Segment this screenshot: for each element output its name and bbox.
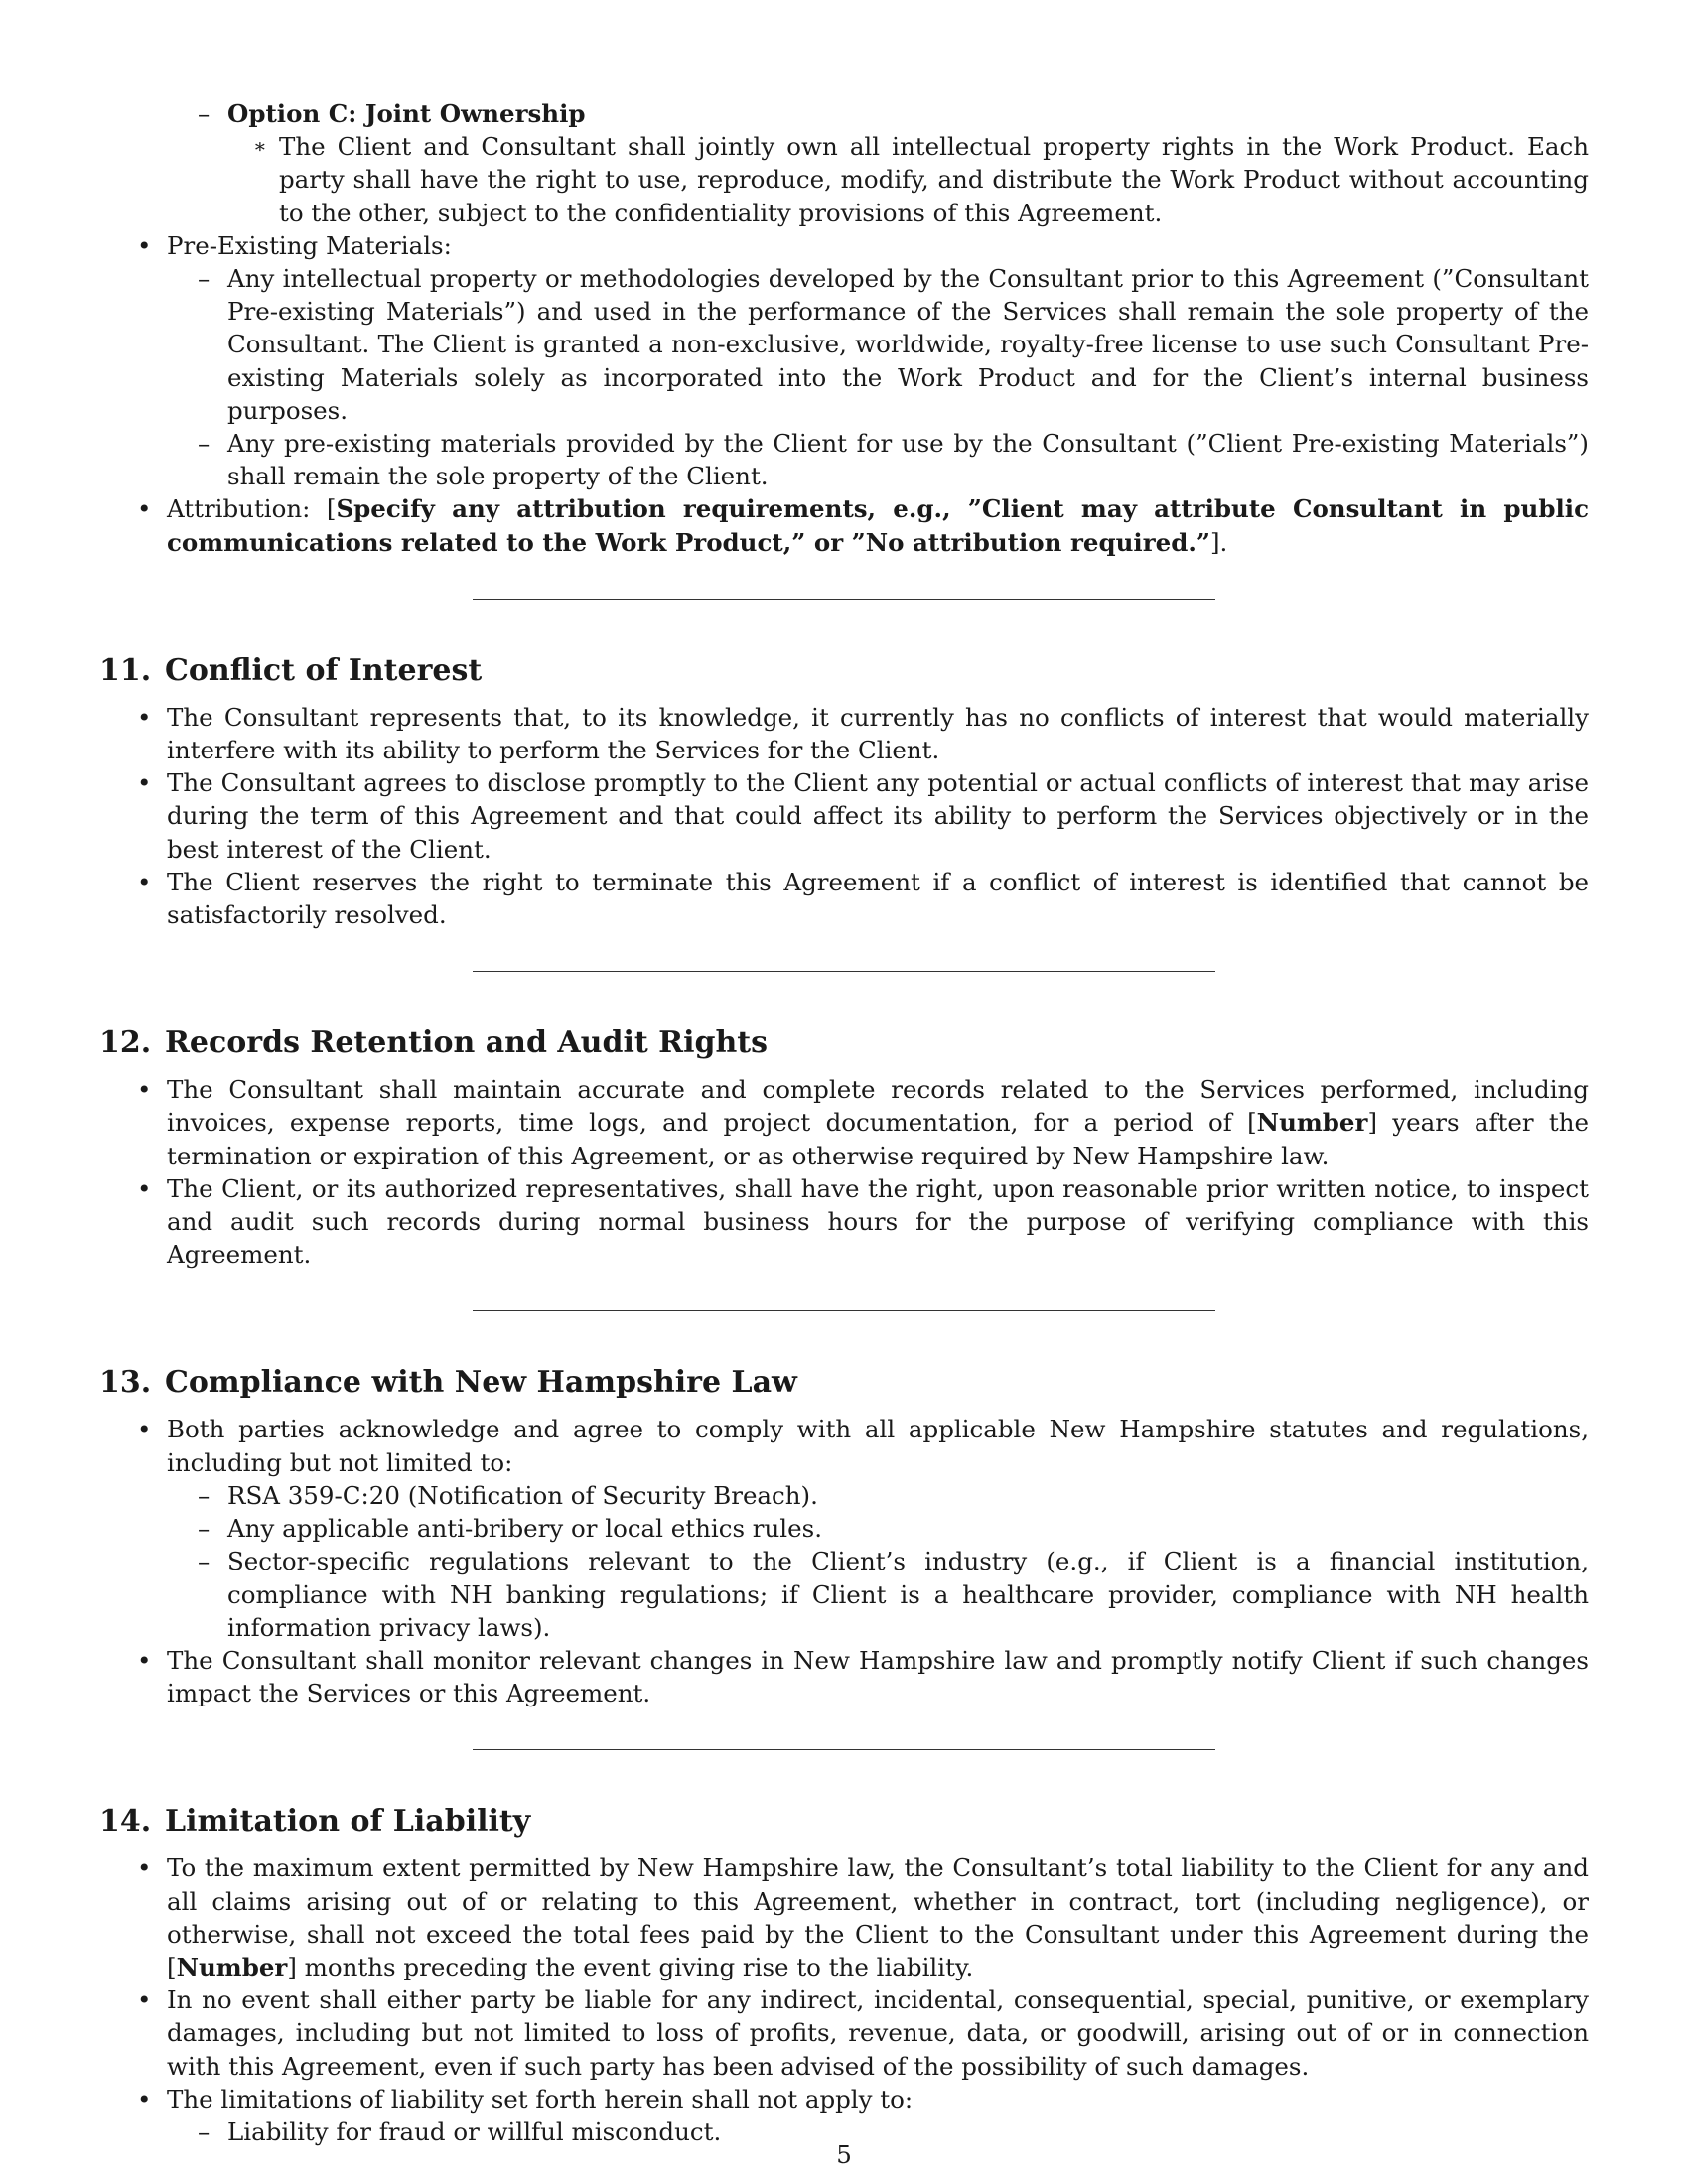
page-number: 5 xyxy=(836,2140,852,2169)
list-item xyxy=(99,1413,1589,1478)
section-divider xyxy=(473,1310,1215,1311)
attribution-open-bracket: [ xyxy=(326,494,337,524)
section-13-title: Compliance with New Hampshire Law xyxy=(165,1365,797,1401)
section-14-subitem-1: Liability for fraud or willful misconduct. xyxy=(227,2116,722,2146)
list-item xyxy=(99,2083,1589,2116)
section-11-heading xyxy=(99,651,1589,691)
section-14-item-1-post: ] months preceding the event giving rise to the liability. xyxy=(287,1952,974,1981)
list-item xyxy=(99,701,1589,766)
option-c-text: The Client and Consultant shall jointly own all intellectual property rights in the Work Product. Each party shall have the right to use, reproduce, modify, and distribute the Work Product without accounting to the other, subject to the confidentiality provisions of this Agreement. xyxy=(279,132,1589,227)
list-item xyxy=(99,1073,1589,1172)
section-14-item-2: In no event shall either party be liable for any indirect, incidental, consequential, special, punitive, or exemplary damages, including but not limited to loss of profits, revenue, data, or goodwill, arising out of or in connection with this Agreement, even if such party has been advised of the possibility of such damages. xyxy=(167,1985,1589,2081)
attribution-close-bracket: ]. xyxy=(1210,527,1228,557)
dash-marker: – xyxy=(198,429,211,459)
list-subitem xyxy=(99,1479,1589,1512)
pre-existing-label: Pre-Existing Materials: xyxy=(167,230,452,260)
section-14-item-1-pre: To the maximum extent permitted by New Hampshire law, the Consultant’s total liability to the Client for any and all claims arising out of or relating to this Agreement, whether in contract, tort (including negligence), or otherwise, shall not exceed the total fees paid by the Client to the Consultant under this Agreement during the [ xyxy=(167,1853,1589,1981)
pre-existing-text-1: Any intellectual property or methodologies developed by the Consultant prior to this Agreement (”Consultant Pre-existing Materials”) and used in the performance of the Services shall remain the sole property of the Consultant. The Client is granted a non-exclusive, worldwide, royalty-free license to use such Consultant Pre-existing Materials solely as incorporated into the Work Product and for the Client’s internal business purposes. xyxy=(227,264,1589,425)
bullet-marker: • xyxy=(137,1173,152,1203)
attribution-label: Attribution: xyxy=(167,494,311,524)
option-c-item xyxy=(99,97,1589,130)
pre-existing-text-2: Any pre-existing materials provided by the Client for use by the Consultant (”Client Pre-existing Materials”) shall remain the sole property of the Client. xyxy=(227,429,1589,491)
section-divider xyxy=(473,599,1215,600)
bullet-marker: • xyxy=(137,1415,152,1444)
list-item xyxy=(99,866,1589,931)
bullet-marker: • xyxy=(137,230,152,260)
pre-existing-subitem xyxy=(99,262,1589,427)
bullet-marker: • xyxy=(137,1075,152,1105)
section-12-item-1-pre: The Consultant shall maintain accurate and complete records related to the Services performed, including invoices, expense reports, time logs, and project documentation, for a period of [ xyxy=(167,1075,1589,1138)
section-13-item-2: The Consultant shall monitor relevant changes in New Hampshire law and promptly notify Client if such changes impact the Services or this Agreement. xyxy=(167,1645,1589,1708)
attribution-placeholder: Specify any attribution requirements, e.g., ”Client may attribute Consultant in public communications related to the Work Product,” or ”No attribution required.” xyxy=(167,494,1589,557)
dash-marker: – xyxy=(198,1480,211,1510)
option-c-heading: Option C: Joint Ownership xyxy=(227,99,586,128)
bullet-marker: • xyxy=(137,494,152,524)
section-11-item-2: The Consultant agrees to disclose promptly to the Client any potential or actual conflicts of interest that may arise during the term of this Agreement and that could affect its ability to perform the Services objectively or in the best interest of the Client. xyxy=(167,768,1589,864)
dash-marker: – xyxy=(198,99,211,128)
option-c-text-item xyxy=(99,130,1589,229)
section-12-item-2: The Client, or its authorized representatives, shall have the right, upon reasonable prior written notice, to inspect and audit such records during normal business hours for the purpose of verifying compliance with this Agreement. xyxy=(167,1173,1589,1270)
dash-marker: – xyxy=(198,1547,211,1576)
section-11-item-3: The Client reserves the right to terminate this Agreement if a conflict of interest is identified that cannot be satisfactorily resolved. xyxy=(167,867,1589,930)
section-13-heading xyxy=(99,1363,1589,1403)
section-11-item-1: The Consultant represents that, to its knowledge, it currently has no conflicts of interest that would materially interfere with its ability to perform the Services for the Client. xyxy=(167,702,1589,765)
asterisk-marker: ∗ xyxy=(253,134,267,159)
dash-marker: – xyxy=(198,2116,211,2146)
list-item xyxy=(99,1983,1589,2083)
section-12-title: Records Retention and Audit Rights xyxy=(165,1025,769,1061)
list-subitem xyxy=(99,1512,1589,1545)
section-11-title: Conflict of Interest xyxy=(165,652,483,688)
section-13-subitem-1: RSA 359-C:20 (Notification of Security Breach). xyxy=(227,1480,818,1510)
list-subitem xyxy=(99,1545,1589,1644)
bullet-marker: • xyxy=(137,768,152,798)
bullet-marker: • xyxy=(137,702,152,732)
section-11-number: 11. xyxy=(99,652,152,688)
pre-existing-subitem xyxy=(99,427,1589,492)
list-item xyxy=(99,1644,1589,1709)
dash-marker: – xyxy=(198,264,211,294)
section-14-heading xyxy=(99,1802,1589,1842)
section-14-item-3: The limitations of liability set forth herein shall not apply to: xyxy=(167,2084,914,2114)
number-placeholder: Number xyxy=(1256,1108,1368,1138)
bullet-marker: • xyxy=(137,2084,152,2114)
section-divider xyxy=(473,1749,1215,1750)
section-12-heading xyxy=(99,1024,1589,1063)
section-12-item-1-post: ] years after the termination or expiration of this Agreement, or as otherwise required by New Hampshire law. xyxy=(167,1108,1589,1170)
list-item xyxy=(99,766,1589,866)
section-13-item-1: Both parties acknowledge and agree to comply with all applicable New Hampshire statutes and regulations, including but not limited to: xyxy=(167,1415,1589,1477)
pre-existing-item xyxy=(99,229,1589,262)
section-14-number: 14. xyxy=(99,1804,152,1840)
list-item xyxy=(99,1172,1589,1272)
section-13-number: 13. xyxy=(99,1365,152,1401)
bullet-marker: • xyxy=(137,1645,152,1675)
dash-marker: – xyxy=(198,1514,211,1544)
section-divider xyxy=(473,971,1215,972)
number-placeholder: Number xyxy=(176,1952,288,1981)
section-13-subitem-3: Sector-specific regulations relevant to the Client’s industry (e.g., if Client is a financial institution, compliance with NH banking regulations; if Client is a healthcare provider, compliance with NH health information privacy laws). xyxy=(227,1547,1589,1642)
page-content xyxy=(99,97,1589,2148)
section-12-number: 12. xyxy=(99,1025,152,1061)
bullet-marker: • xyxy=(137,1985,152,2015)
list-item xyxy=(99,1851,1589,1983)
bullet-marker: • xyxy=(137,867,152,896)
section-14-title: Limitation of Liability xyxy=(165,1804,531,1840)
attribution-item xyxy=(99,492,1589,558)
bullet-marker: • xyxy=(137,1853,152,1883)
section-13-subitem-2: Any applicable anti-bribery or local ethics rules. xyxy=(227,1514,822,1544)
